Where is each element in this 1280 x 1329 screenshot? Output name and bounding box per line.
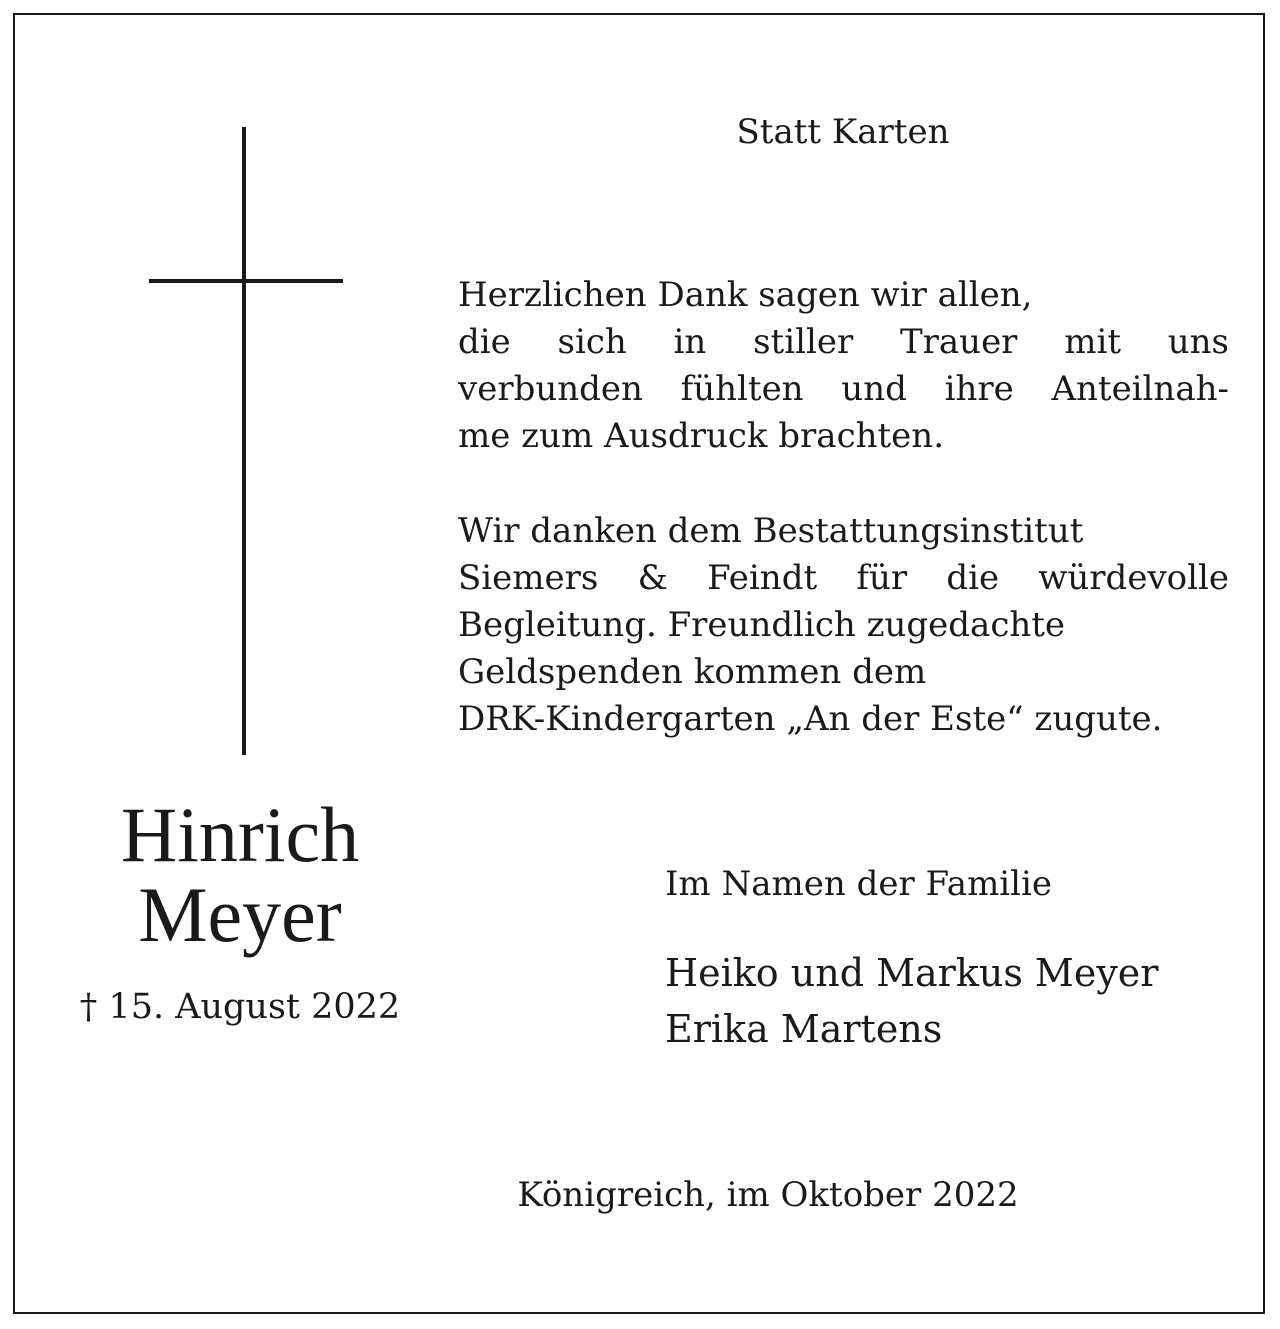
thanks-paragraph (458, 272, 1229, 460)
deceased-last-name: Meyer (138, 871, 342, 958)
place-and-date: Königreich, im Oktober 2022 (517, 1175, 1019, 1215)
signatories (665, 945, 1158, 1057)
funeral-line: DRK-Kindergarten „An der Este“ zugute. (458, 699, 1163, 739)
family-intro: Im Namen der Familie (665, 864, 1053, 904)
cross-icon-vertical-bar (242, 127, 246, 755)
death-date: † 15. August 2022 (79, 987, 401, 1027)
signatory-name: Erika Martens (665, 1007, 943, 1051)
funeral-line: Siemers & Feindt für die würdevolle (458, 558, 1229, 598)
thanks-line: me zum Ausdruck brachten. (458, 416, 945, 456)
thanks-line: die sich in stiller Trauer mit uns (458, 322, 1229, 362)
deceased-first-name: Hinrich (120, 791, 360, 878)
funeral-line: Geldspenden kommen dem (458, 652, 927, 692)
funeral-line: Begleitung. Freundlich zugedachte (458, 605, 1066, 645)
funeral-paragraph (458, 508, 1229, 743)
cross-icon-horizontal-bar (149, 279, 343, 283)
notice-heading: Statt Karten (736, 112, 950, 152)
thanks-line: verbunden fühlten und ihre Anteilnah- (458, 369, 1229, 409)
deceased-name (40, 791, 440, 958)
thanks-line: Herzlichen Dank sagen wir allen, (458, 275, 1033, 315)
funeral-line: Wir danken dem Bestattungsinstitut (458, 511, 1084, 551)
signatory-name: Heiko und Markus Meyer (665, 951, 1159, 995)
